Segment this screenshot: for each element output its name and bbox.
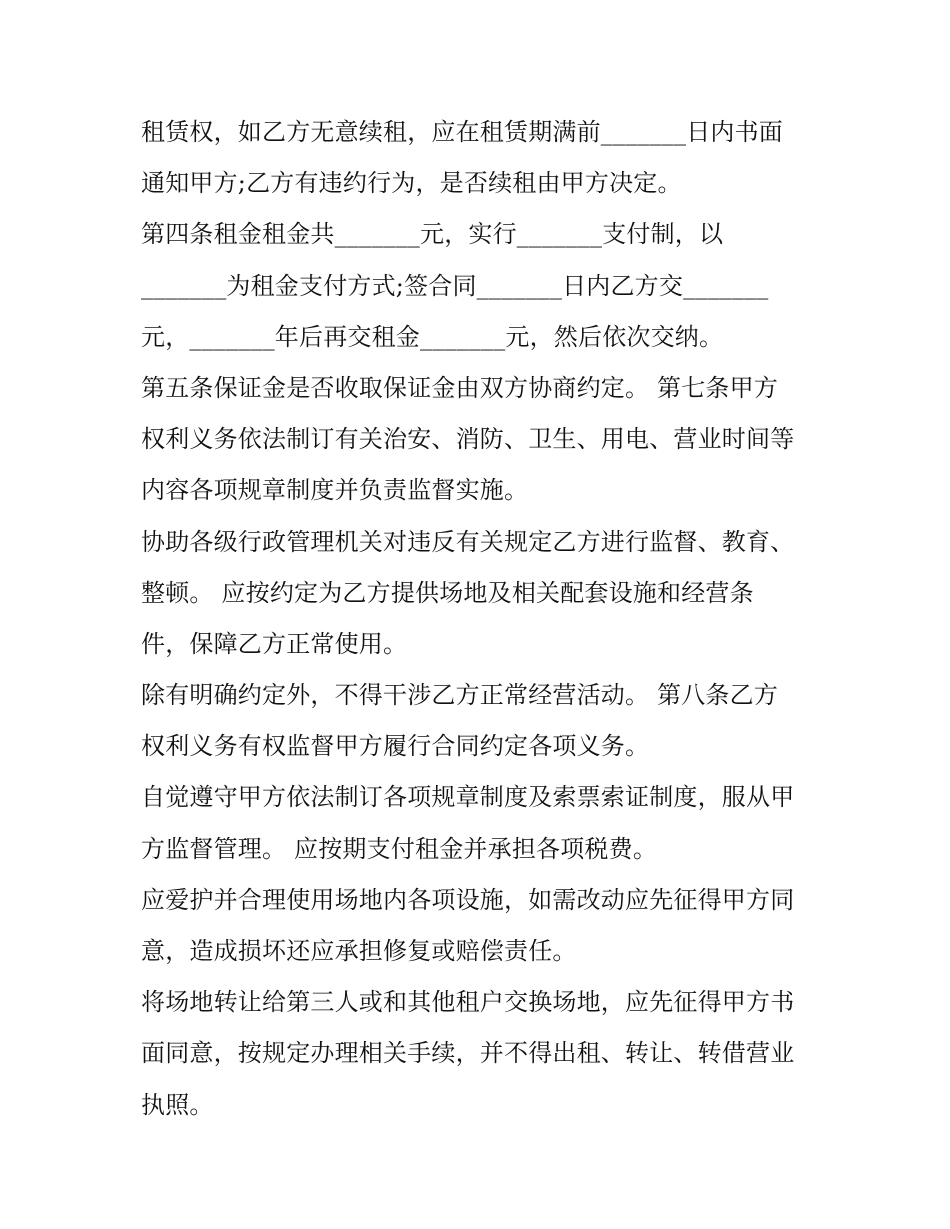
text-line: 内容各项规章制度并负责监督实施。 bbox=[141, 476, 529, 505]
text-line: 面同意，按规定办理相关手续，并不得出租、转让、转借营业 bbox=[141, 1039, 795, 1068]
text-line: 协助各级行政管理机关对违反有关规定乙方进行监督、教育、 bbox=[141, 527, 795, 556]
text-line: 方监督管理。 应按期支付租金并承担各项税费。 bbox=[141, 834, 658, 863]
text-line: 通知甲方;乙方有违约行为，是否续租由甲方决定。 bbox=[141, 169, 682, 198]
text-line: 权利义务有权监督甲方履行合同约定各项义务。 bbox=[141, 732, 650, 761]
text-line: 第四条租金租金共_______元，实行_______支付制，以 bbox=[141, 220, 724, 249]
text-line: 权利义务依法制订有关治安、消防、卫生、用电、营业时间等 bbox=[141, 425, 795, 454]
text-line: 租赁权，如乙方无意续租，应在租赁期满前_______日内书面 bbox=[141, 118, 783, 146]
text-line: 整顿。 应按约定为乙方提供场地及相关配套设施和经营条 bbox=[141, 578, 754, 607]
text-line: 件，保障乙方正常使用。 bbox=[141, 629, 408, 658]
text-line: 执照。 bbox=[141, 1090, 214, 1119]
text-line: 应爱护并合理使用场地内各项设施，如需改动应先征得甲方同 bbox=[141, 885, 795, 914]
text-line: 元，_______年后再交租金_______元，然后依次交纳。 bbox=[141, 322, 724, 351]
text-line: 意，造成损坏还应承担修复或赔偿责任。 bbox=[141, 937, 577, 965]
text-line: 自觉遵守甲方依法制订各项规章制度及索票索证制度，服从甲 bbox=[141, 783, 795, 812]
text-line: 第五条保证金是否收取保证金由双方协商约定。 第七条甲方 bbox=[141, 373, 779, 402]
contract-text-body bbox=[141, 107, 841, 1131]
text-line: 将场地转让给第三人或和其他租户交换场地，应先征得甲方书 bbox=[141, 988, 795, 1017]
text-line: _______为租金支付方式;签合同_______日内乙方交_______ bbox=[141, 271, 769, 300]
text-line: 除有明确约定外，不得干涉乙方正常经营活动。 第八条乙方 bbox=[141, 681, 779, 710]
